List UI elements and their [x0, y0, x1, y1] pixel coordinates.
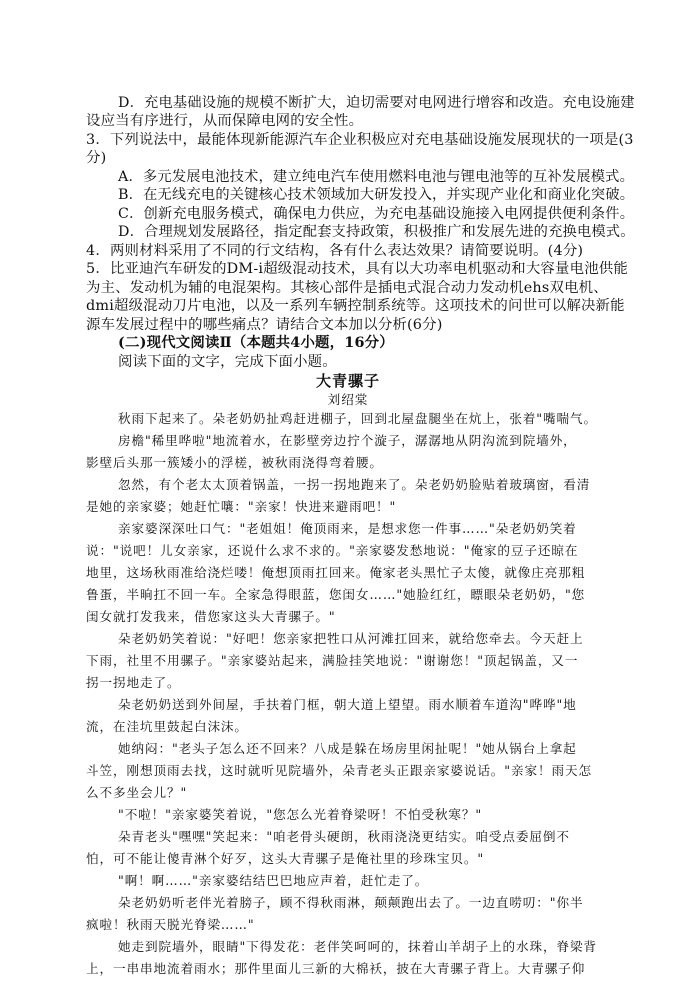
story-line: 朵老奶奶笑着说："好吧！您亲家把牲口从河滩扛回来，就给您牵去。今天赶上	[118, 631, 584, 646]
story-line: 她走到院墙外，眼睛"下得发花：老伴笑呵呵的，抹着山羊胡子上的水珠，脊梁背	[118, 939, 597, 954]
story-line: 闺女就打发我来，借您家这头大青骡子。"	[86, 609, 336, 624]
story-line: 流，在洼坑里鼓起白沫沫。	[86, 719, 248, 734]
story-line: 下雨，社里不用骡子。"亲家婆站起来，满脸挂笑地说："谢谢您！"顶起锅盖，又一	[86, 653, 579, 668]
question-3-option-d: D．合理规划发展路径，指定配套支持政策，积极推广和发展先进的充换电模式。	[118, 224, 635, 240]
story-title: 大青骡子	[315, 372, 380, 390]
story-line: 朵青老头"嘿嘿"笑起来："咱老骨头硬朗，秋雨浇浇更结实。咱受点委屈倒不	[118, 829, 570, 844]
reading-instruction: 阅读下面的文字，完成下面小题。	[118, 354, 337, 370]
question-3-option-b: B．在无线充电的关键核心技术领域加大研发投入，并实现产业化和商业化突破。	[118, 187, 635, 203]
story-line: 么不多坐会儿？"	[86, 785, 188, 800]
story-line: 疯啦！秋雨天脱光脊梁……"	[86, 917, 255, 932]
story-line: 鲁蛋，半晌扛不回一车。全家急得眼蓝，您闺女……"她脸红红，瞟眼朵老奶奶，"您	[86, 587, 586, 602]
story-line: 说："说吧！儿女亲家，还说什么求不求的。"亲家婆发愁地说："俺家的豆子还晾在	[86, 543, 579, 558]
story-line: 拐一拐地走了。	[86, 675, 181, 690]
option-d-line-1: D．充电基础设施的规模不断扩大，迫切需要对电网进行增容和改造。充电设施建	[118, 95, 635, 111]
question-3-option-c: C．创新充电服务模式，确保电力供应，为充电基础设施接入电网提供便利条件。	[118, 206, 635, 222]
question-4: 4．两则材料采用了不同的行文结构，各有什么表达效果？请简要说明。(4分)	[86, 243, 584, 259]
question-5-line-3: dmi超级混动刀片电池，以及一系列车辆控制系统等。这项技术的问世可以解决新能	[86, 298, 625, 314]
section-2-heading: (二)现代文阅读Ⅱ（本题共4小题，16分）	[118, 334, 394, 351]
story-line: 朵老奶奶送到外间屋，手扶着门框，朝大道上望望。雨水顺着车道沟"哗哗"地	[118, 697, 577, 712]
story-line: 忽然，有个老太太顶着锅盖，一拐一拐地跑来了。朵老奶奶脸贴着玻璃窗，看清	[118, 477, 591, 492]
story-line: 怕，可不能让傻青淋个好歹，这头大青骡子是俺社里的珍珠宝贝。"	[86, 851, 485, 866]
question-3-option-a: A．多元发展电池技术，建立纯电汽车使用燃料电池与锂电池等的互补发展模式。	[118, 169, 635, 185]
question-5-line-4: 源车发展过程中的哪些痛点？请结合文本加以分析(6分)	[86, 317, 443, 333]
story-author: 刘绍棠	[327, 392, 369, 407]
story-line: "啊！啊……"亲家婆结结巴巴地应声着，赶忙走了。	[118, 873, 429, 888]
question-5-line-1: 5．比亚迪汽车研发的DM-i超级混动技术，具有以大功率电机驱动和大容量电池供能	[86, 261, 628, 277]
question-3-line-2: 分)	[86, 150, 107, 166]
story-line: 是她的亲家婆；她赶忙嚷："亲家！快进来避雨吧！"	[86, 499, 397, 514]
story-line: 秋雨下起来了。朵老奶奶扯鸡赶进棚子，回到北屋盘腿坐在炕上，张着"嘴喘气。	[118, 411, 597, 426]
story-line: 上，一串串地流着雨水；那件里面儿三新的大棉袄，披在大青骡子背上。大青骡子仰	[86, 961, 586, 976]
story-line: 地里，这场秋雨准给浇烂喽！俺想顶雨扛回来。俺家老头黑忙子太傻，就像庄亮那粗	[86, 565, 586, 580]
story-line: 房檐"稀里哗啦"地流着水，在影壁旁边拧个漩子，潺潺地从阴沟流到院墙外，	[118, 433, 577, 448]
story-line: 朵老奶奶听老伴光着膀子，顾不得秋雨淋，颠颠跑出去了。一边直唠叨："你半	[118, 895, 584, 910]
question-5-line-2: 为主、发动机为辅的电混架构。其核心部件是插电式混合动力发动机ehs双电机、	[86, 280, 608, 296]
story-line: 她纳闷："老头子怎么还不回来？八成是躲在场房里闲扯呢！"她从锅台上拿起	[118, 741, 577, 756]
option-d-line-2: 设应当有序进行，从而保障电网的安全性。	[86, 113, 364, 129]
story-line: 亲家婆深深吐口气："老姐姐！俺顶雨来，是想求您一件事……"朵老奶奶笑着	[118, 521, 577, 536]
story-line: "不啦！"亲家婆笑着说，"您怎么光着脊梁呀！不怕受秋寒？"	[118, 807, 483, 822]
story-line: 斗笠，刚想顶雨去找，这时就听见院墙外，朵青老头正跟亲家婆说话。"亲家！雨天怎	[86, 763, 592, 778]
question-3-line-1: 3．下列说法中，最能体现新能源汽车企业积极应对充电基础设施发展现状的一项是(3	[86, 132, 634, 148]
story-line: 影壁后头那一簇矮小的浮槎，被秋雨浇得弯着腰。	[86, 455, 383, 470]
